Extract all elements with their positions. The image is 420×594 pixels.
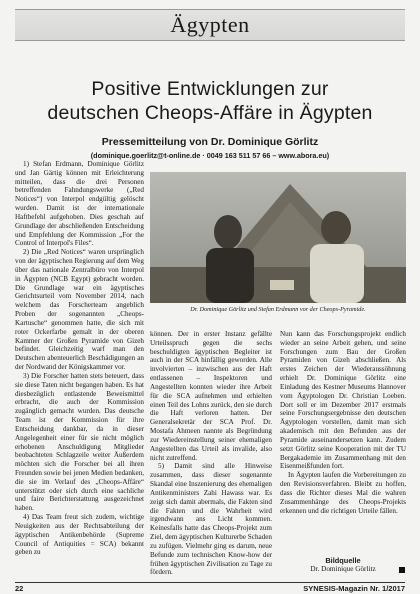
paragraph: In Ägypten laufen die Vorbereitungen zu den Revisionsverfahren. Bleibt zu hoffen, dass die Richter dieses Mal die wahren Zusammenhänge des Cheops-Projekts erkennen und die richtigen Urteile fällen. [280, 471, 406, 515]
photo-caption: Dr. Dominique Görlitz und Stefan Erdmann vor der Cheops-Pyramide. [190, 306, 366, 313]
paragraph: 2) Die „Red Notices“ waren ursprünglich von der ägyptischen Regierung auf dem Weg über das nationale Zentralbüro von Interpol in Ägypten (NCB Egypt) gebracht worden. Die Grundlage war ein ägyptisches Gerichtsurteil vom November 2014, nach welchem das Forscherteam angeblich Proben der sogenannten „Cheops-Kartusche“ genommen hatte, die sich mit roter Ockerfarbe gemalt in der oberen Kammer der Großen Pyramide von Gizeh befindet. Gleichzeitig warf man den Deutschen abenteuerlich Beschädigungen an der Nordwand der Königskammer vor. [15, 248, 144, 372]
headline-line-1: Positive Entwicklungen zur [91, 78, 329, 100]
image-credit [280, 556, 406, 574]
paragraph: können. Der in erster Instanz gefällte Urteilsspruch gegen die sechs beschuldigten ägyptischen Begleiter ist auch in der SCA hinfällig geworden. Alle involvierten – inzwischen aus der Haft entlassenen – Inspektoren und Angestellten konnten wieder ihre Arbeit für die SCA aufnehmen und erhielten einen Teil des Lohns zurück, den sie durch die Haft verloren hatten. Der Generalsekretär der SCA Prof. Dr. Mostafa Ahmeen nannte als Begründung zur Wiedereinstellung seiner ehemaligen Angestellten das Urteil als invalide, also nicht zutreffend. [150, 330, 272, 462]
paragraph: 3) Die Forscher hatten stets beteuert, dass sie diese Taten nicht begangen haben. Es hat diesbezüglich entlastende Beweismittel erbracht, die auch der Kommission zugänglich gemacht wurden. Das deutsche Team ist der Kommission für ihre Entscheidung dankbar, da in dieser Angelegenheit einer für sie nicht möglich erhobenen Anschuldigung Mitglieder beobachteten Schlagzeile weiter Äußerdem möchten sich die Forscher bei all ihren Freunden sowie bei jenen Medien bedanken, die sie im Verlauf des „Cheops-Affäre“ unterstützt oder sich durch eine sachliche und faire Berichterstattung ausgezeichnet haben. [15, 371, 144, 513]
headline-line-2: deutschen Cheops-Affäre in Ägypten [47, 102, 373, 124]
left-column [15, 160, 144, 557]
paragraph: Nun kann das Forschungsprojekt endlich wieder an seine Arbeit gehen, und seine Forschungen zum Bau der Großen Pyramiden von Gizeh abschließen. Als erstes Zeichen der Wiederaussöhnung erhielt Dr. Dominique Görlitz eine Einladung des Kestner Museums Hannover vom Ägyptologen Dr. Christian Loeben. Dort soll er im Dezember 2017 erstmals seine Forschungsergebnisse den deutschen Ägyptologen vorstellen, damit man sich akademisch mit den Befunden aus der Pyramide auseinandersetzen kann. Zudem setzt Görlitz seine Kooperation mit der TU Bergakademie im Zusammenhang mit den Eisenmeißfunden fort. [280, 330, 406, 471]
press-release-line: Pressemitteilung von Dr. Dominique Görlitz [101, 136, 319, 148]
page-number: 22 [15, 584, 24, 593]
article-photo [150, 172, 406, 303]
section-banner [15, 9, 405, 41]
credit-name: Dr. Dominique Görlitz [310, 565, 376, 573]
footer-rule [15, 582, 405, 583]
paragraph: 4) Das Team freut sich zudem, wichtige Neuigkeiten aus der Rechtsabteilung der ägyptischen Antikenbehörde (Supreme Council of Antiquities = SCA) bekannt geben zu [15, 513, 144, 557]
article-headline [15, 77, 405, 125]
credit-title: Bildquelle [325, 556, 361, 565]
paragraph: 5) Damit sind alle Hinweise zusammen, dass dieser sogenannte Skandal eine Inszenierung des ehemaligen Antikenministers Zahi Hawass war. Es zeigt sich damit abermals, die Fakten sind die Fakten und die Wahrheit wird irgendwann ans Licht kommen. Keinesfalls hatte das Cheops-Projekt zum Ziel, dem ägyptischen Kulturerbe Schaden zu zufügen. Vielmehr ging es darum, neue Befunde zum technischen Know-how der frühen ägyptischen Zivilisation zu Tage zu fördern. [150, 462, 272, 577]
section-title: Ägypten [170, 12, 250, 37]
right-column [280, 330, 406, 515]
middle-column [150, 330, 272, 577]
paragraph: 1) Stefan Erdmann, Dominique Görlitz und Jan Gärtig können mit Erleichterung mitteilen, dass die drei Personen betreffenden Fahndungswerke („Red Notices“) von Interpol endgültig gelöscht wurden. Damit ist der internationale Haftbefehl aufgehoben. Dies geschah auf Grundlage der abschließenden Entscheidung und Empfehlung der Kommission „For the Control of Interpol's Files“. [15, 160, 144, 248]
photo-illustration [150, 172, 406, 303]
magazine-name: SYNESIS-Magazin Nr. 1/2017 [303, 584, 405, 593]
contact-line: (dominique.goerlitz@t-online.de · 0049 163 511 57 66 – www.abora.eu) [90, 151, 330, 160]
end-of-article-mark [399, 567, 405, 573]
